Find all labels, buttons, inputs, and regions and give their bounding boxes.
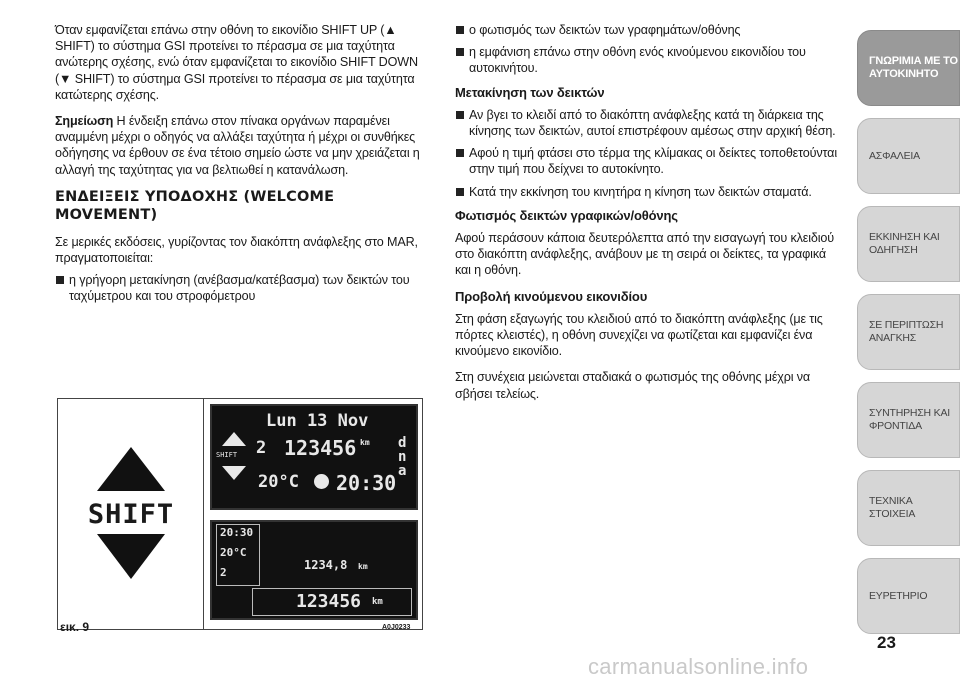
tab-label: ΓΝΩΡΙΜΙΑ ΜΕ ΤΟ ΑΥΤΟΚΙΝΗΤΟ <box>869 55 958 80</box>
tab-label: ΤΕΧΝΙΚΑ ΣΤΟΙΧΕΙΑ <box>869 495 916 520</box>
bullet-item: η γρήγορη μετακίνηση (ανέβασμα/κατέβασμα) των δεικτών του ταχύμετρου και του στροφόμετρου <box>55 272 435 304</box>
page-number: 23 <box>877 633 896 652</box>
display-time: 20:30 <box>336 471 397 495</box>
display-odometer-big-unit: km <box>372 597 383 607</box>
note-label: Σημείωση <box>55 114 114 129</box>
tab-label: ΑΣΦΑΛΕΙΑ <box>869 149 920 162</box>
intro-paragraph: Σε μερικές εκδόσεις, γυρίζοντας τον διακόπτη ανάφλεξης στο MAR, πραγματοποιείται: <box>55 234 418 266</box>
display-odometer-big: 123456 <box>296 591 362 612</box>
display-screens <box>210 404 418 622</box>
tab-starting-driving[interactable] <box>857 206 960 282</box>
tab-label: ΣΥΝΤΗΡΗΣΗ ΚΑΙ ΦΡΟΝΤΙΔΑ <box>869 407 950 432</box>
tab-label: ΕΚΚΙΝΗΣΗ ΚΑΙ ΟΔΗΓΗΣΗ <box>869 231 940 256</box>
right-column <box>455 22 845 412</box>
display-trip-unit: km <box>358 562 368 571</box>
bullet-item: η εμφάνιση επάνω στην οθόνη ενός κινούμενου εικονιδίου του αυτοκινήτου. <box>455 44 845 76</box>
tab-label: ΣΕ ΠΕΡΙΠΤΩΣΗ ΑΝΑΓΚΗΣ <box>869 319 944 344</box>
figure-code: A0J0233 <box>382 624 411 631</box>
bullet-item: Κατά την εκκίνηση του κινητήρα η κίνηση των δεικτών σταματά. <box>455 184 845 200</box>
display-screen-bottom <box>210 520 418 620</box>
display-odometer-unit: km <box>360 438 370 447</box>
display-list-time: 20:30 <box>220 526 254 539</box>
animation-paragraph-1: Στη φάση εξαγωγής του κλειδιού από το διακόπτη ανάφλεξης (με τις πόρτες κλειστές), η οθόνη συνεχίζει να φωτίζεται και εμφανίζει ένα κινούμενο εικονίδιο. <box>455 311 823 359</box>
subheading-lighting: Φωτισμός δεικτών γραφικών/οθόνης <box>455 207 678 223</box>
watermark: carmanualsonline.info <box>588 654 809 679</box>
lighting-paragraph: Αφού περάσουν κάποια δευτερόλεπτα από την εισαγωγή του κλειδιού στο διακόπτη ανάφλεξης, ανάβουν με τη σειρά οι δείκτες, τα γραφικά και η οθόνη. <box>455 231 834 278</box>
display-mini-shift-label: SHIFT <box>216 451 238 459</box>
figure-9 <box>57 398 423 630</box>
display-list-temp: 20°C <box>220 546 247 559</box>
display-gear: 2 <box>256 438 267 458</box>
display-date: Lun 13 Nov <box>266 411 369 431</box>
animation-paragraph-2: Στη συνέχεια μειώνεται σταδιακά ο φωτισμός της οθόνης μέχρι να σβήσει τελείως. <box>455 370 811 401</box>
tab-technical-data[interactable] <box>857 470 960 546</box>
display-temperature: 20°C <box>258 472 299 492</box>
note-text: Η ένδειξη επάνω στον πίνακα οργάνων παραμένει αναμμένη μέχρι ο οδηγός να αλλάξει ταχύτητα ή μέχρι οι συνθήκες οδήγησης να έρθουν σε ένα τέτοιο σημείο ώστε να μην χρειάζεται η αλλαγή της ταχύτητας για να βελτιωθεί η κατανάλωση. <box>55 114 420 177</box>
clock-icon <box>314 474 329 489</box>
display-list-gear: 2 <box>220 566 227 579</box>
section-heading: ΕΝΔΕΙΞΕΙΣ ΥΠΟΔΟΧΗΣ (WELCOME MOVEMENT) <box>55 188 335 223</box>
tab-label: ΕΥΡΕΤΗΡΙΟ <box>869 589 928 602</box>
shift-indicator-panel <box>58 399 204 629</box>
note-paragraph <box>55 113 435 178</box>
display-list-panel <box>216 524 260 586</box>
subheading-pointers: Μετακίνηση των δεικτών <box>455 84 605 100</box>
bullet-item: Αφού η τιμή φτάσει στο τέρμα της κλίμακας οι δείκτες τοποθετούνται στην τιμή που δείχνει το αυτοκίνητο. <box>455 145 845 177</box>
mini-shift-arrows-icon <box>218 428 250 492</box>
subheading-animation: Προβολή κινούμενου εικονιδίου <box>455 288 648 304</box>
tab-index[interactable] <box>857 558 960 634</box>
tab-maintenance[interactable] <box>857 382 960 458</box>
figure-caption: εικ. 9 <box>60 620 90 634</box>
display-odometer: 123456 <box>284 436 357 460</box>
display-side-letters: d n a <box>398 435 407 479</box>
tab-getting-to-know-car[interactable] <box>857 30 960 106</box>
left-column <box>55 22 435 311</box>
display-screen-top <box>210 404 418 510</box>
shift-label: SHIFT <box>87 499 175 530</box>
gsi-paragraph: Όταν εμφανίζεται επάνω στην οθόνη το εικονίδιο SHIFT UP (▲ SHIFT) το σύστημα GSI προτείνει το πέρασμα σε μια ταχύτητα ανώτερης σχέσης, ενώ όταν εμφανίζεται το εικονίδιο SHIFT DOWN (▼ SHIFT) το σύστημα GSI προτείνει το πέρασμα σε μια ταχύτητα κατώτερης σχέσης. <box>55 23 418 102</box>
tab-safety[interactable] <box>857 118 960 194</box>
bullet-item: Αν βγει το κλειδί από το διακόπτη ανάφλεξης κατά τη διάρκεια της κίνησης των δεικτών, αυτοί επιστρέφουν αμέσως στην αρχική θέση. <box>455 107 845 139</box>
tab-emergency[interactable] <box>857 294 960 370</box>
bullet-item: ο φωτισμός των δεικτών των γραφημάτων/οθόνης <box>455 22 845 38</box>
display-trip: 1234,8 <box>304 558 348 572</box>
